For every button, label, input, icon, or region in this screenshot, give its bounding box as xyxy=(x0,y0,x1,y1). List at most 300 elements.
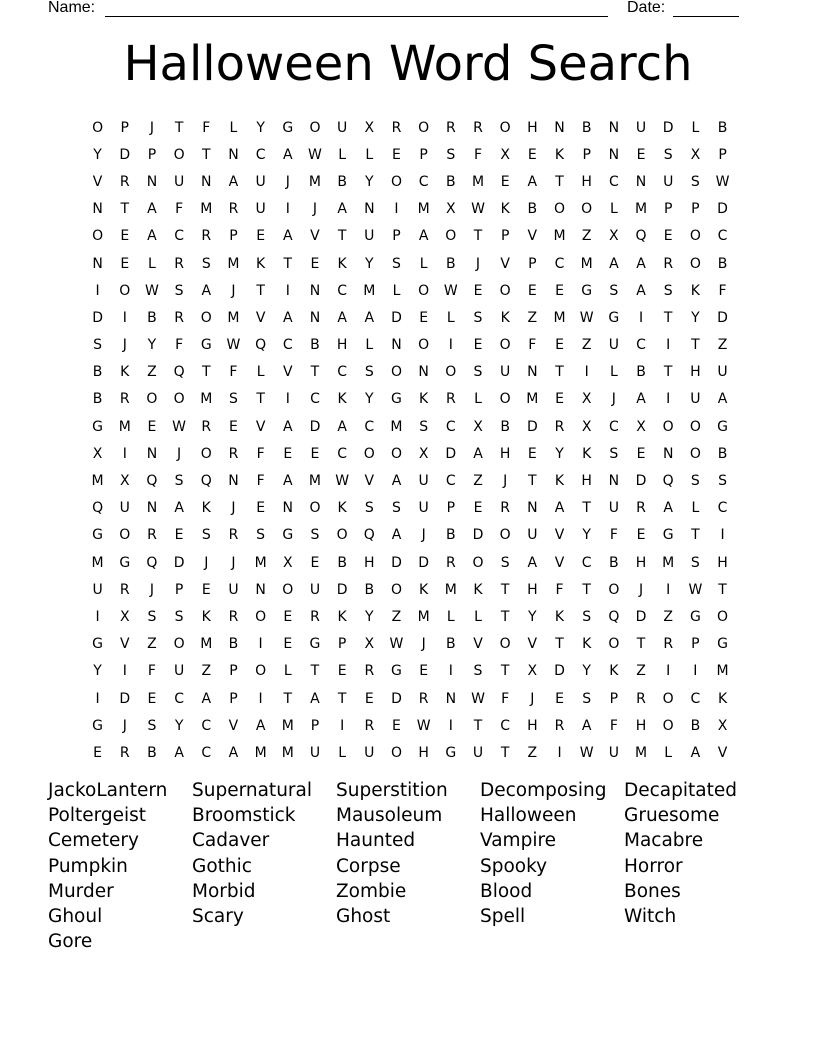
grid-letter[interactable]: V xyxy=(92,173,103,190)
grid-letter[interactable]: S xyxy=(392,255,401,272)
grid-letter[interactable]: Z xyxy=(473,473,483,490)
grid-letter[interactable]: C xyxy=(255,146,266,163)
grid-letter[interactable]: O xyxy=(689,418,701,435)
grid-letter[interactable]: P xyxy=(120,119,129,136)
grid-letter[interactable]: U xyxy=(337,119,348,136)
grid-letter[interactable]: G xyxy=(92,527,104,544)
grid-letter[interactable]: U xyxy=(608,744,619,761)
grid-letter[interactable]: A xyxy=(609,255,619,272)
grid-letter[interactable]: S xyxy=(473,663,483,680)
grid-letter[interactable]: E xyxy=(555,282,564,299)
grid-letter[interactable]: T xyxy=(663,364,673,381)
grid-letter[interactable]: M xyxy=(91,473,104,490)
grid-letter[interactable]: G xyxy=(717,636,728,653)
grid-letter[interactable]: U xyxy=(418,500,429,517)
grid-letter[interactable]: I xyxy=(122,445,127,462)
grid-letter[interactable]: A xyxy=(337,418,347,435)
grid-letter[interactable]: C xyxy=(174,690,184,707)
grid-letter[interactable]: G xyxy=(282,119,294,136)
grid-letter[interactable]: I xyxy=(448,663,453,680)
grid-letter[interactable]: O xyxy=(608,636,620,653)
grid-letter[interactable]: A xyxy=(255,717,266,734)
grid-letter[interactable]: F xyxy=(555,581,564,598)
grid-letter[interactable]: I xyxy=(666,663,671,680)
grid-letter[interactable]: I xyxy=(285,201,290,218)
grid-letter[interactable]: T xyxy=(555,636,564,653)
grid-letter[interactable]: E xyxy=(310,255,320,272)
grid-letter[interactable]: L xyxy=(338,744,347,761)
grid-letter[interactable]: R xyxy=(310,608,320,625)
grid-letter[interactable]: O xyxy=(472,554,484,571)
grid-letter[interactable]: W xyxy=(443,282,458,299)
grid-letter[interactable]: I xyxy=(557,744,562,761)
grid-letter[interactable]: Q xyxy=(146,473,158,490)
grid-letter[interactable]: E xyxy=(93,744,103,761)
grid-letter[interactable]: O xyxy=(390,744,402,761)
grid-letter[interactable]: C xyxy=(337,282,348,299)
grid-letter[interactable]: E xyxy=(147,418,157,435)
grid-letter[interactable]: Y xyxy=(365,391,374,408)
grid-letter[interactable]: K xyxy=(717,690,728,707)
grid-letter[interactable]: O xyxy=(92,119,104,136)
grid-letter[interactable]: I xyxy=(95,690,100,707)
grid-letter[interactable]: R xyxy=(364,663,375,680)
grid-letter[interactable]: J xyxy=(530,690,535,707)
grid-letter[interactable]: P xyxy=(337,636,347,653)
grid-letter[interactable]: P xyxy=(691,201,700,218)
grid-letter[interactable]: S xyxy=(663,282,673,299)
grid-letter[interactable]: M xyxy=(634,744,648,761)
grid-letter[interactable]: E xyxy=(283,636,293,653)
grid-letter[interactable]: U xyxy=(608,337,619,354)
grid-letter[interactable]: O xyxy=(390,364,402,381)
grid-letter[interactable]: G xyxy=(391,663,402,680)
grid-letter[interactable]: A xyxy=(201,282,212,299)
grid-letter[interactable]: O xyxy=(282,581,294,598)
grid-letter[interactable]: W xyxy=(688,581,703,598)
grid-letter[interactable]: O xyxy=(200,445,212,462)
grid-letter[interactable]: R xyxy=(201,418,212,435)
grid-letter[interactable]: K xyxy=(500,309,510,326)
grid-letter[interactable]: M xyxy=(417,201,430,218)
grid-letter[interactable]: V xyxy=(283,364,293,381)
grid-letter[interactable]: J xyxy=(122,337,127,354)
grid-letter[interactable]: V xyxy=(500,255,510,272)
grid-letter[interactable]: Q xyxy=(662,473,674,490)
grid-letter[interactable]: N xyxy=(92,255,103,272)
grid-letter[interactable]: A xyxy=(147,201,157,218)
grid-letter[interactable]: G xyxy=(717,418,728,435)
grid-letter[interactable]: J xyxy=(421,636,426,653)
grid-letter[interactable]: U xyxy=(255,201,266,218)
grid-letter[interactable]: I xyxy=(638,309,644,326)
grid-letter[interactable]: V xyxy=(554,554,565,571)
grid-letter[interactable]: Q xyxy=(635,228,647,245)
grid-letter[interactable]: Y xyxy=(93,663,102,680)
grid-letter[interactable]: O xyxy=(92,228,104,245)
grid-letter[interactable]: N xyxy=(255,581,266,598)
grid-letter[interactable]: B xyxy=(446,527,456,544)
grid-letter[interactable]: C xyxy=(690,690,701,707)
grid-letter[interactable]: E xyxy=(256,228,266,245)
grid-letter[interactable]: T xyxy=(256,282,265,299)
grid-letter[interactable]: G xyxy=(689,608,701,625)
grid-letter[interactable]: G xyxy=(119,554,131,571)
grid-letter[interactable]: L xyxy=(609,201,618,218)
grid-letter[interactable]: O xyxy=(445,364,457,381)
grid-letter[interactable]: R xyxy=(228,608,239,625)
grid-letter[interactable]: S xyxy=(229,391,238,408)
grid-letter[interactable]: R xyxy=(119,391,130,408)
grid-letter[interactable]: A xyxy=(283,418,293,435)
grid-letter[interactable]: W xyxy=(226,337,241,354)
grid-letter[interactable]: V xyxy=(527,636,538,653)
grid-letter[interactable]: O xyxy=(418,282,430,299)
grid-letter[interactable]: K xyxy=(256,255,266,272)
grid-letter[interactable]: O xyxy=(499,282,511,299)
grid-letter[interactable]: T xyxy=(310,364,320,381)
grid-letter[interactable]: O xyxy=(255,663,267,680)
grid-letter[interactable]: T xyxy=(174,119,184,136)
grid-letter[interactable]: M xyxy=(91,554,104,571)
grid-letter[interactable]: R xyxy=(473,119,483,136)
grid-letter[interactable]: I xyxy=(285,282,290,299)
grid-letter[interactable]: A xyxy=(717,391,728,408)
grid-letter[interactable]: A xyxy=(473,445,483,462)
grid-letter[interactable]: C xyxy=(608,173,619,190)
grid-letter[interactable]: W xyxy=(715,173,730,190)
grid-letter[interactable]: J xyxy=(149,119,154,136)
grid-letter[interactable]: U xyxy=(635,119,647,136)
grid-letter[interactable]: W xyxy=(471,201,485,218)
grid-letter[interactable]: D xyxy=(119,146,131,163)
grid-letter[interactable]: D xyxy=(635,608,647,625)
grid-letter[interactable]: J xyxy=(231,500,236,517)
grid-letter[interactable]: D xyxy=(391,309,402,326)
grid-letter[interactable]: G xyxy=(92,717,104,734)
grid-letter[interactable]: D xyxy=(336,581,348,598)
grid-letter[interactable]: T xyxy=(256,391,265,408)
grid-letter[interactable]: O xyxy=(499,636,511,653)
grid-letter[interactable]: M xyxy=(308,173,321,190)
grid-letter[interactable]: U xyxy=(309,744,321,761)
grid-letter[interactable]: G xyxy=(92,636,104,653)
grid-letter[interactable]: W xyxy=(389,636,404,653)
grid-letter[interactable]: M xyxy=(526,391,539,408)
grid-letter[interactable]: R xyxy=(554,717,565,734)
grid-letter[interactable]: Y xyxy=(555,445,564,462)
grid-letter[interactable]: S xyxy=(201,527,211,544)
grid-letter[interactable]: N xyxy=(445,690,457,707)
grid-letter[interactable]: D xyxy=(635,473,647,490)
grid-letter[interactable]: J xyxy=(312,201,318,218)
grid-letter[interactable]: I xyxy=(666,581,671,598)
grid-letter[interactable]: R xyxy=(500,500,511,517)
grid-letter[interactable]: P xyxy=(718,146,727,163)
grid-letter[interactable]: T xyxy=(283,255,293,272)
grid-letter[interactable]: E xyxy=(201,581,211,598)
grid-letter[interactable]: L xyxy=(283,663,292,680)
grid-letter[interactable]: R xyxy=(445,391,456,408)
grid-letter[interactable]: Z xyxy=(201,663,212,680)
grid-letter[interactable]: L xyxy=(446,608,455,625)
grid-letter[interactable]: O xyxy=(499,119,511,136)
grid-letter[interactable]: D xyxy=(472,527,484,544)
grid-letter[interactable]: R xyxy=(418,690,429,707)
grid-letter[interactable]: H xyxy=(499,445,511,462)
grid-letter[interactable]: C xyxy=(174,228,184,245)
grid-letter[interactable]: F xyxy=(528,337,537,354)
grid-letter[interactable]: E xyxy=(120,228,130,245)
grid-letter[interactable]: Z xyxy=(527,744,538,761)
grid-letter[interactable]: D xyxy=(309,418,321,435)
grid-letter[interactable]: V xyxy=(255,418,266,435)
grid-letter[interactable]: S xyxy=(582,690,592,707)
grid-letter[interactable]: O xyxy=(689,228,701,245)
grid-letter[interactable]: H xyxy=(527,717,538,734)
grid-letter[interactable]: T xyxy=(337,690,347,707)
grid-letter[interactable]: N xyxy=(146,173,158,190)
grid-letter[interactable]: P xyxy=(691,636,700,653)
grid-letter[interactable]: X xyxy=(609,228,619,245)
grid-letter[interactable]: J xyxy=(231,554,236,571)
name-field-line[interactable] xyxy=(105,16,608,17)
grid-letter[interactable]: J xyxy=(204,554,209,571)
grid-letter[interactable]: N xyxy=(201,173,212,190)
grid-letter[interactable]: T xyxy=(555,364,564,381)
grid-letter[interactable]: D xyxy=(119,690,131,707)
grid-letter[interactable]: T xyxy=(528,473,537,490)
grid-letter[interactable]: X xyxy=(473,418,483,435)
grid-letter[interactable]: K xyxy=(419,581,429,598)
grid-letter[interactable]: B xyxy=(228,636,239,653)
grid-letter[interactable]: H xyxy=(581,173,592,190)
grid-letter[interactable]: K xyxy=(337,500,347,517)
grid-letter[interactable]: U xyxy=(92,581,103,598)
grid-letter[interactable]: L xyxy=(691,119,700,136)
grid-letter[interactable]: A xyxy=(391,527,402,544)
grid-letter[interactable]: S xyxy=(609,282,619,299)
grid-letter[interactable]: A xyxy=(201,690,212,707)
grid-letter[interactable]: M xyxy=(200,636,213,653)
grid-letter[interactable]: D xyxy=(445,445,457,462)
grid-letter[interactable]: W xyxy=(579,309,594,326)
grid-letter[interactable]: J xyxy=(231,282,236,299)
grid-letter[interactable]: S xyxy=(174,473,184,490)
grid-letter[interactable]: M xyxy=(118,418,131,435)
grid-letter[interactable]: L xyxy=(419,255,428,272)
grid-letter[interactable]: O xyxy=(173,636,185,653)
grid-letter[interactable]: F xyxy=(229,364,238,381)
grid-letter[interactable]: X xyxy=(119,473,130,490)
grid-letter[interactable]: B xyxy=(609,554,619,571)
grid-letter[interactable]: O xyxy=(200,309,212,326)
grid-letter[interactable]: B xyxy=(446,173,456,190)
grid-letter[interactable]: G xyxy=(391,391,402,408)
grid-letter[interactable]: N xyxy=(527,364,538,381)
grid-letter[interactable]: D xyxy=(391,554,402,571)
grid-letter[interactable]: E xyxy=(419,309,429,326)
grid-letter[interactable]: L xyxy=(256,364,265,381)
grid-letter[interactable]: F xyxy=(175,337,184,354)
grid-letter[interactable]: O xyxy=(499,391,511,408)
grid-letter[interactable]: G xyxy=(608,309,620,326)
grid-letter[interactable]: A xyxy=(690,744,701,761)
grid-letter[interactable]: I xyxy=(340,717,345,734)
grid-letter[interactable]: E xyxy=(147,690,157,707)
grid-letter[interactable]: S xyxy=(473,309,483,326)
grid-letter[interactable]: B xyxy=(147,309,157,326)
grid-letter[interactable]: X xyxy=(581,418,592,435)
grid-letter[interactable]: M xyxy=(281,717,294,734)
grid-letter[interactable]: T xyxy=(691,527,700,544)
grid-letter[interactable]: I xyxy=(666,391,671,408)
grid-letter[interactable]: J xyxy=(475,255,481,272)
grid-letter[interactable]: S xyxy=(256,527,266,544)
grid-letter[interactable]: M xyxy=(417,608,430,625)
grid-letter[interactable]: Y xyxy=(582,663,591,680)
grid-letter[interactable]: C xyxy=(364,418,375,435)
grid-letter[interactable]: R xyxy=(636,690,646,707)
grid-letter[interactable]: Z xyxy=(636,663,646,680)
grid-letter[interactable]: E xyxy=(174,527,184,544)
grid-letter[interactable]: B xyxy=(310,337,320,354)
grid-letter[interactable]: C xyxy=(418,173,429,190)
grid-letter[interactable]: B xyxy=(446,255,456,272)
grid-letter[interactable]: S xyxy=(364,500,374,517)
grid-letter[interactable]: Q xyxy=(92,500,104,517)
grid-letter[interactable]: M xyxy=(227,255,240,272)
grid-letter[interactable]: O xyxy=(309,119,321,136)
grid-letter[interactable]: V xyxy=(228,717,239,734)
grid-letter[interactable]: W xyxy=(579,744,594,761)
grid-letter[interactable]: K xyxy=(473,581,483,598)
grid-letter[interactable]: S xyxy=(473,364,483,381)
grid-letter[interactable]: A xyxy=(391,473,402,490)
grid-letter[interactable]: S xyxy=(446,146,456,163)
grid-letter[interactable]: I xyxy=(448,337,453,354)
grid-letter[interactable]: U xyxy=(364,744,375,761)
grid-letter[interactable]: X xyxy=(92,445,103,462)
grid-letter[interactable]: M xyxy=(308,473,321,490)
grid-letter[interactable]: T xyxy=(500,744,510,761)
grid-letter[interactable]: R xyxy=(445,554,456,571)
grid-letter[interactable]: K xyxy=(419,391,429,408)
grid-letter[interactable]: F xyxy=(256,473,265,490)
grid-letter[interactable]: I xyxy=(258,636,263,653)
grid-letter[interactable]: L xyxy=(365,146,374,163)
grid-letter[interactable]: K xyxy=(609,663,619,680)
grid-letter[interactable]: I xyxy=(122,663,127,680)
grid-letter[interactable]: S xyxy=(364,364,374,381)
grid-letter[interactable]: M xyxy=(390,418,403,435)
grid-letter[interactable]: N xyxy=(608,473,620,490)
grid-letter[interactable]: Y xyxy=(528,608,537,625)
grid-letter[interactable]: A xyxy=(283,146,293,163)
grid-letter[interactable]: J xyxy=(177,445,182,462)
grid-letter[interactable]: I xyxy=(258,690,263,707)
grid-letter[interactable]: V xyxy=(527,228,538,245)
grid-letter[interactable]: Q xyxy=(608,608,620,625)
grid-letter[interactable]: N xyxy=(662,445,674,462)
grid-letter[interactable]: R xyxy=(445,119,456,136)
grid-letter[interactable]: Y xyxy=(365,173,374,190)
grid-letter[interactable]: N xyxy=(391,337,402,354)
grid-letter[interactable]: H xyxy=(717,554,728,571)
grid-letter[interactable]: K xyxy=(120,364,130,381)
grid-letter[interactable]: R xyxy=(554,418,565,435)
grid-letter[interactable]: B xyxy=(717,119,728,136)
grid-letter[interactable]: S xyxy=(609,445,619,462)
grid-letter[interactable]: A xyxy=(174,744,184,761)
grid-letter[interactable]: G xyxy=(92,418,104,435)
grid-letter[interactable]: T xyxy=(473,717,483,734)
grid-letter[interactable]: G xyxy=(282,527,294,544)
grid-letter[interactable]: H xyxy=(527,581,538,598)
grid-letter[interactable]: B xyxy=(690,717,701,734)
grid-letter[interactable]: P xyxy=(500,228,510,245)
grid-letter[interactable]: T xyxy=(500,663,510,680)
grid-letter[interactable]: Y xyxy=(174,717,184,734)
grid-letter[interactable]: E xyxy=(555,337,564,354)
grid-letter[interactable]: P xyxy=(147,146,157,163)
grid-letter[interactable]: I xyxy=(394,201,399,218)
grid-letter[interactable]: G xyxy=(200,337,212,354)
grid-letter[interactable]: E xyxy=(663,228,673,245)
grid-letter[interactable]: R xyxy=(228,445,239,462)
grid-letter[interactable]: N xyxy=(364,201,375,218)
grid-letter[interactable]: F xyxy=(609,527,618,544)
grid-letter[interactable]: V xyxy=(255,309,266,326)
grid-letter[interactable]: C xyxy=(337,364,348,381)
grid-letter[interactable]: M xyxy=(227,309,240,326)
grid-letter[interactable]: P xyxy=(229,690,238,707)
grid-letter[interactable]: U xyxy=(663,173,674,190)
grid-letter[interactable]: S xyxy=(718,473,727,490)
grid-letter[interactable]: T xyxy=(473,228,483,245)
grid-letter[interactable]: C xyxy=(717,500,728,517)
grid-letter[interactable]: F xyxy=(501,690,510,707)
grid-letter[interactable]: J xyxy=(503,473,508,490)
grid-letter[interactable]: N xyxy=(527,500,538,517)
grid-letter[interactable]: N xyxy=(635,173,647,190)
grid-letter[interactable]: U xyxy=(119,500,130,517)
grid-letter[interactable]: Y xyxy=(365,255,374,272)
grid-letter[interactable]: A xyxy=(364,309,375,326)
grid-letter[interactable]: U xyxy=(418,473,429,490)
grid-letter[interactable]: G xyxy=(445,744,457,761)
grid-letter[interactable]: K xyxy=(582,636,592,653)
grid-letter[interactable]: E xyxy=(283,608,293,625)
grid-letter[interactable]: B xyxy=(636,364,646,381)
grid-letter[interactable]: I xyxy=(720,527,725,544)
grid-letter[interactable]: E xyxy=(500,173,510,190)
grid-letter[interactable]: V xyxy=(473,636,483,653)
grid-letter[interactable]: N xyxy=(418,364,429,381)
grid-letter[interactable]: X xyxy=(717,717,728,734)
grid-letter[interactable]: O xyxy=(255,608,267,625)
grid-letter[interactable]: E xyxy=(392,146,401,163)
grid-letter[interactable]: Z xyxy=(581,337,592,354)
grid-letter[interactable]: X xyxy=(119,608,130,625)
grid-letter[interactable]: B xyxy=(337,554,347,571)
grid-letter[interactable]: S xyxy=(174,282,184,299)
grid-letter[interactable]: N xyxy=(282,500,294,517)
grid-letter[interactable]: M xyxy=(254,554,267,571)
grid-letter[interactable]: N xyxy=(554,119,565,136)
grid-letter[interactable]: D xyxy=(173,554,185,571)
grid-letter[interactable]: K xyxy=(500,201,510,218)
